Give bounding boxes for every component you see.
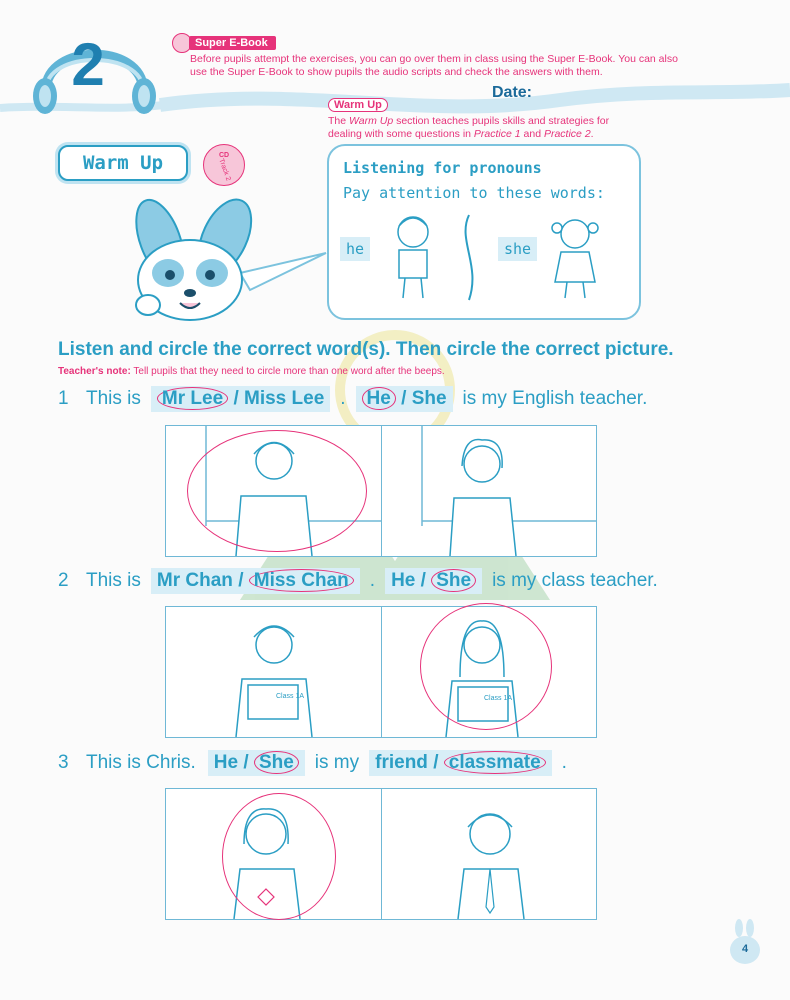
- page-number: 4: [742, 943, 749, 955]
- q1-options-pronoun[interactable]: He / She: [356, 386, 453, 412]
- question-1: 1 This is Mr Lee / Miss Lee . He / She is my English teacher.: [58, 386, 647, 412]
- q2-book-label-left: Class 1A: [276, 693, 305, 700]
- bubble-subtitle: Pay attention to these words:: [343, 184, 605, 202]
- word-she: she: [498, 240, 537, 259]
- cd-track-icon: CD Track 2: [203, 144, 245, 186]
- q2-options-name[interactable]: Mr Chan / Miss Chan: [151, 568, 360, 594]
- boy-girl-figures: [385, 210, 615, 305]
- bunny-page-icon: [728, 918, 762, 966]
- q3-picture-boy[interactable]: [381, 789, 597, 919]
- warmup-title: Warm Up: [58, 145, 188, 181]
- warmup-note-badge: Warm Up: [328, 98, 388, 112]
- q3-options-relation[interactable]: friend / classmate: [369, 750, 552, 776]
- q1-answer-circle: [187, 430, 367, 552]
- teacher-note: Teacher's note: Tell pupils that they need to circle more than one word after the beeps.: [58, 366, 445, 377]
- q3-answer-circle: [222, 793, 336, 920]
- q1-options-name[interactable]: Mr Lee / Miss Lee: [151, 386, 330, 412]
- unit-number: 2: [71, 31, 105, 98]
- question-3: 3 This is Chris. He / She is my friend / classmate .: [58, 750, 567, 776]
- bunny-mascot-icon: [120, 195, 340, 330]
- ebook-note-line2: use the Super E-Book to show pupils the audio scripts and check the answers with them.: [190, 66, 603, 78]
- q3-options-pronoun[interactable]: He / She: [208, 750, 305, 776]
- date-label: Date:: [492, 84, 533, 101]
- q2-picture-man[interactable]: [166, 607, 381, 737]
- q2-options-pronoun[interactable]: He / She: [385, 568, 482, 594]
- ebook-note: [190, 53, 750, 79]
- instruction: Listen and circle the correct word(s). Then circle the correct picture.: [58, 339, 674, 360]
- ebook-note-line1: Before pupils attempt the exercises, you can go over them in class using the Super E-Book. You can also: [190, 53, 678, 65]
- question-2: 2 This is Mr Chan / Miss Chan . He / She is my class teacher.: [58, 568, 658, 594]
- word-he: he: [340, 240, 370, 259]
- q2-answer-circle: [420, 603, 552, 730]
- q2-book-label-right: Class 1A: [484, 695, 513, 702]
- bubble-title: Listening for pronouns: [343, 159, 542, 177]
- super-ebook-badge: Super E-Book: [189, 36, 276, 50]
- q1-picture-woman[interactable]: [381, 426, 597, 556]
- warmup-note: The Warm Up section teaches pupils skills and strategies for dealing with some questions in Practice 1 and Practice 2.: [328, 115, 610, 140]
